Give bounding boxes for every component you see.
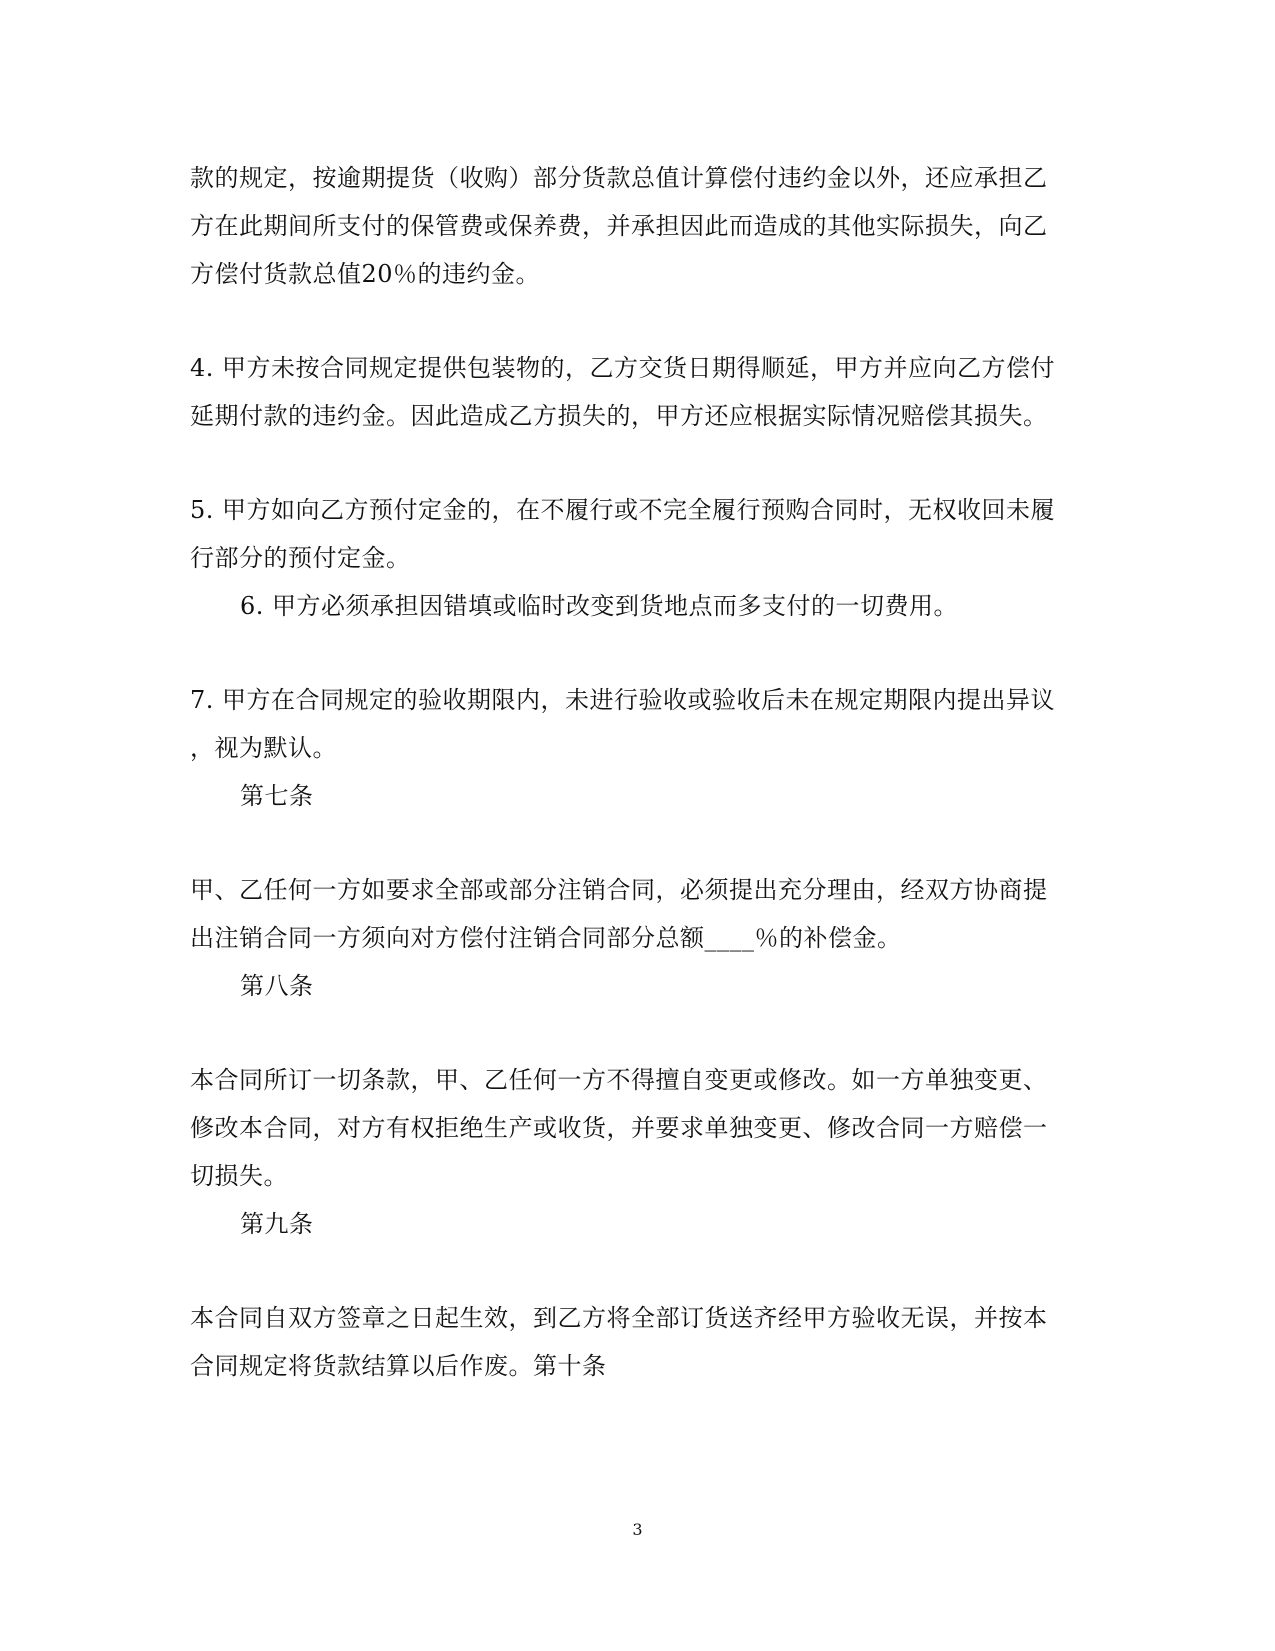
page-number: 3 xyxy=(632,1520,643,1539)
text-line: 合同规定将货款结算以后作废。第十条 xyxy=(190,1352,607,1380)
text-line: 款的规定，按逾期提货（收购）部分货款总值计算偿付违约金以外，还应承担乙 xyxy=(190,164,1048,192)
text-line: 4. 甲方未按合同规定提供包装物的，乙方交货日期得顺延，甲方并应向乙方偿付 xyxy=(190,354,1056,382)
text-line: 本合同自双方签章之日起生效，到乙方将全部订货送齐经甲方验收无误，并按本 xyxy=(190,1304,1048,1332)
text-line: 方在此期间所支付的保管费或保养费，并承担因此而造成的其他实际损失，向乙 xyxy=(190,212,1048,240)
text-line: 甲、乙任何一方如要求全部或部分注销合同，必须提出充分理由，经双方协商提 xyxy=(190,876,1048,904)
section-heading: 第八条 xyxy=(240,972,314,1000)
text-line: 切损失。 xyxy=(190,1162,288,1190)
text-line: 7. 甲方在合同规定的验收期限内，未进行验收或验收后未在规定期限内提出异议 xyxy=(190,686,1056,714)
text-line: 5. 甲方如向乙方预付定金的，在不履行或不完全履行预购合同时，无权收回未履 xyxy=(190,496,1056,524)
section-heading: 第九条 xyxy=(240,1210,314,1238)
section-heading: 第七条 xyxy=(240,782,314,810)
text-line: ，视为默认。 xyxy=(190,734,337,762)
text-line: 修改本合同，对方有权拒绝生产或收货，并要求单独变更、修改合同一方赔偿一 xyxy=(190,1114,1048,1142)
text-line: 行部分的预付定金。 xyxy=(190,544,411,572)
text-line: 出注销合同一方须向对方偿付注销合同部分总额____％的补偿金。 xyxy=(190,924,902,952)
text-line: 延期付款的违约金。因此造成乙方损失的，甲方还应根据实际情况赔偿其损失。 xyxy=(190,402,1048,430)
text-line: 6. 甲方必须承担因错填或临时改变到货地点而多支付的一切费用。 xyxy=(240,592,959,620)
text-line: 方偿付货款总值20％的违约金。 xyxy=(190,260,541,288)
text-line: 本合同所订一切条款，甲、乙任何一方不得擅自变更或修改。如一方单独变更、 xyxy=(190,1066,1048,1094)
